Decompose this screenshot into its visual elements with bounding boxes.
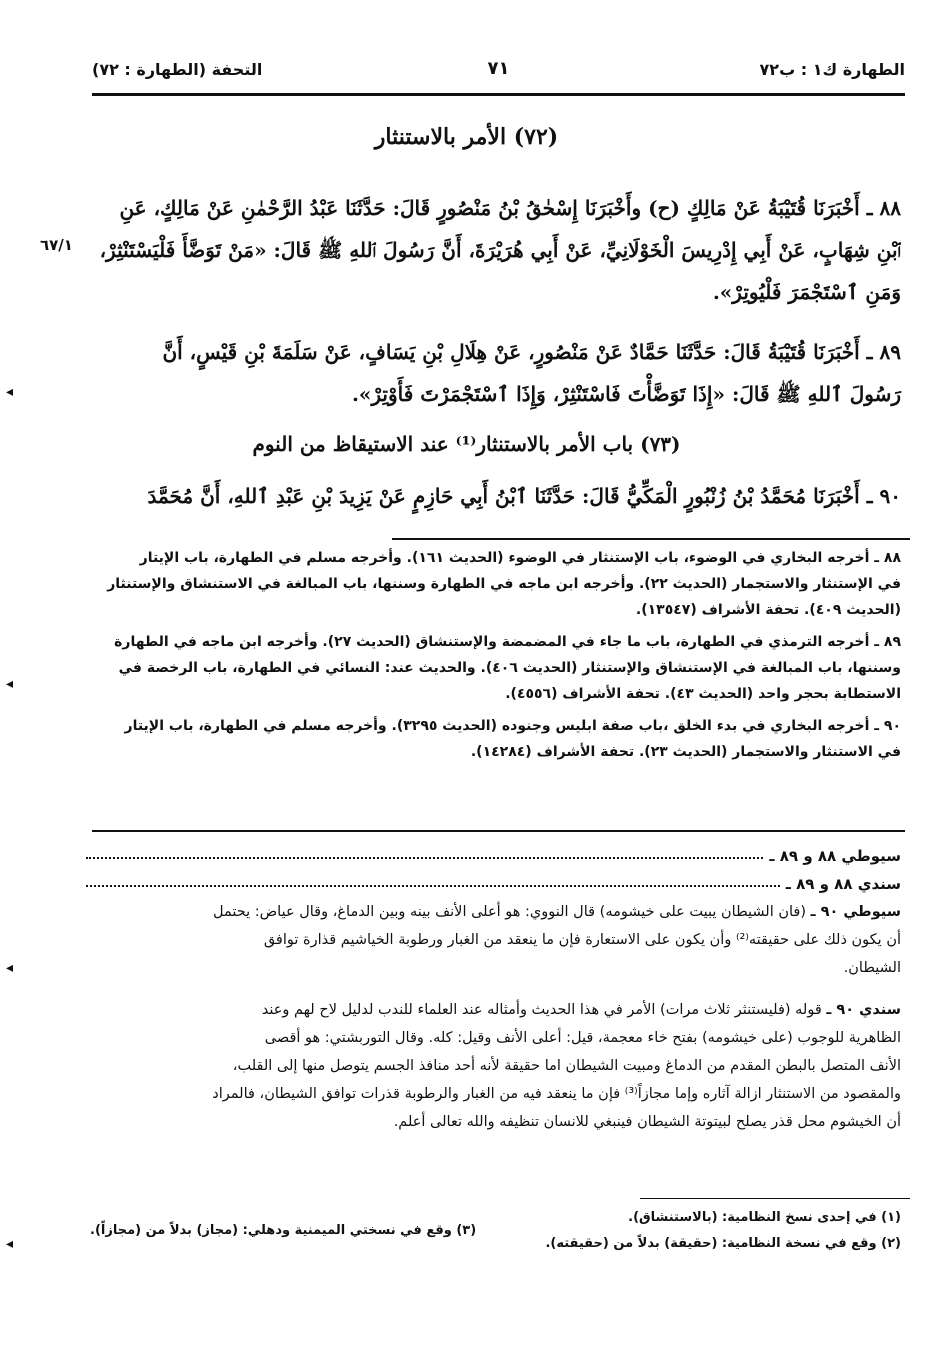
hadith-89-line-1: ٨٩ ـ أَخْبَرَنَا قُتَيْبَةُ قَالَ: حَدَّثَنَا حَمَّادٌ عَنْ مَنْصُورٍ، عَنْ هِلَالِ بْنِ يَسَافٍ، عَنْ سَلَمَةَ بْنِ قَيْسٍ، أَنَّ	[162, 340, 901, 364]
suyuti-88-89-label: سيوطي ٨٨ و ٨٩ ـ	[769, 847, 901, 865]
suyuti-90-line-3: الشيطان.	[843, 960, 901, 976]
sindi-90-line-1: قوله (فليستنثر ثلاث مرات) الأمر في هذا الحديث وأمثاله عند العلماء للندب لدليل لاح لهم وعند	[261, 1002, 822, 1018]
footnote-1: (١) في إحدى نسخ النظامية: (بالاستنشاق).	[628, 1210, 901, 1225]
takhrij-89-line-2: وسننها، باب المبالغة في الإستنشاق والإستنثار (الحديث ٤٠٦). والحديث عند: النسائي في الطهارة، باب الرخصة في	[118, 660, 901, 676]
sindi-90-line-3: الأنف المتصل بالبطن المقدم من الدماغ ومبيت الشيطان اما حقيقة لأنه أحد منافذ الجسم يتوصل منها إلى القلب،	[232, 1058, 901, 1074]
hadith-88-line-3: وَمَنِ ٱسْتَجْمَرَ فَلْيُوتِرْ».	[712, 280, 901, 304]
sindi-90	[86, 996, 901, 1136]
footnote-rule	[640, 1198, 910, 1199]
chapter-72-title: (٧٢) الأمر بالاستنثار	[374, 124, 559, 150]
suyuti-90-line-1: (فان الشيطان يبيت على خيشومه) قال النووي: هو أعلى الأنف بينه وبين الدماغ، وقال عياض: يحتمل	[213, 904, 807, 920]
header-right: الطهارة ك١ : ب٧٢	[759, 60, 905, 79]
takhrij-90-line-2: في الاستنثار والاستجمار (الحديث ٢٣). تحفة الأشراف (١٤٢٨٤).	[470, 744, 901, 760]
hadith-88-line-2: ٱبْنِ شِهَابٍ، عَنْ أَبِي إِدْرِيسَ الْخَوْلَانِيِّ، عَنْ أَبِي هُرَيْرَةَ، أَنَّ رَسُولَ ٱللهِ ﷺ قَالَ: «مَنْ تَوَضَّأَ فَلْيَسْتَنْثِرْ،	[99, 238, 901, 262]
margin-bullet-icon: ◂	[6, 960, 14, 976]
header-left: التحفة (الطهارة : ٧٢)	[92, 60, 263, 79]
hadith-89-line-2: رَسُولَ ٱللهِ ﷺ قَالَ: «إِذَا تَوَضَّأْتَ فَاسْتَنْثِرْ، وَإِذَا ٱسْتَجْمَرْتَ فَأَوْتِرْ».	[351, 382, 901, 406]
header-rule	[92, 93, 905, 96]
hadith-88-line-1: ٨٨ ـ أَخْبَرَنَا قُتَيْبَةُ عَنْ مَالِكٍ (ح) وأَخْبَرَنَا إِسْحٰقُ بْنُ مَنْصُورٍ قَالَ: حَدَّثَنَا عَبْدُ الرَّحْمٰنِ عَنْ مَالِكٍ، عَنِ	[119, 196, 901, 220]
sindi-88-89	[86, 870, 901, 898]
footnote-2: (٢) وقع في نسخة النظامية: (حقيقة) بدلاً من (حقيقته).	[545, 1236, 901, 1251]
suyuti-90	[86, 898, 901, 982]
takhrij-89-line-3: الاستطابة بحجر واحد (الحديث ٤٣). تحفة الأشراف (٤٥٥٦).	[505, 686, 901, 702]
takhrij-88-line-3: (الحديث ٤٠٩). تحفة الأشراف (١٣٥٤٧).	[635, 602, 901, 618]
takhrij-89	[86, 629, 901, 707]
sindi-90-line-4: والمقصود من الاستنثار ازالة آثاره وإما مجازاً⁽³⁾ فإن ما ينعقد فيه من الغبار والرطوبة قذرات توافق الشيطان، فالمراد	[212, 1086, 901, 1102]
hadith-90	[86, 475, 901, 517]
page-number: ٧١	[487, 58, 510, 79]
margin-bullet-icon: ◂	[6, 1236, 14, 1252]
suyuti-90-head: سيوطي ٩٠ ـ	[810, 904, 901, 920]
sindi-90-line-5: أن الخيشوم محل قذر يصلح لبيتوتة الشيطان فينبغي للانسان تنظيفه والله تعالى أعلم.	[393, 1114, 901, 1130]
sindi-88-89-label: سندي ٨٨ و ٨٩ ـ	[785, 875, 901, 893]
takhrij-90-line-1: ٩٠ ـ أخرجه البخاري في بدء الخلق ،باب صفة ابليس وجنوده (الحديث ٣٢٩٥). وأخرجه مسلم في الطهارة، باب الإيتار	[124, 718, 901, 734]
sindi-90-head: سندي ٩٠ ـ	[826, 1002, 901, 1018]
takhrij-88	[86, 545, 901, 623]
takhrij-notes	[86, 545, 901, 771]
hadith-89	[86, 331, 901, 415]
takhrij-rule	[392, 538, 910, 540]
running-header	[92, 52, 905, 86]
takhrij-88-line-2: في الإستنثار والاستجمار (الحديث ٢٢). وأخرجه ابن ماجه في الطهارة وسننها، باب المبالغة في الاستنشاق والإستنثار	[107, 576, 901, 592]
dotted-leader	[86, 857, 763, 859]
suyuti-88-89	[86, 842, 901, 870]
margin-bullet-icon: ◂	[6, 676, 14, 692]
sindi-90-line-2: الظاهرية للوجوب (على خيشومه) بفتح خاء معجمة، قيل: أعلى الأنف وقيل: كله. وقال التوربشتي: هو أقصى	[264, 1030, 901, 1046]
hadith-90-line-1: ٩٠ ـ أَخْبَرَنَا مُحَمَّدُ بْنُ زُنْبُورٍ الْمَكِّيُّ قَالَ: حَدَّثَنَا ٱبْنُ أَبِي حَازِمٍ عَنْ يَزِيدَ بْنِ عَبْدِ ٱللهِ، أَنَّ مُحَمَّدَ	[147, 484, 901, 508]
takhrij-88-line-1: ٨٨ ـ أخرجه البخاري في الوضوء، باب الإستنثار في الوضوء (الحديث ١٦١). وأخرجه مسلم في الطهارة، باب الإيتار	[139, 550, 901, 566]
margin-reference: ٦٧/١	[40, 236, 73, 254]
margin-bullet-icon: ◂	[6, 384, 14, 400]
dotted-leader	[86, 885, 780, 887]
suyuti-90-line-2: أن يكون ذلك على حقيقته⁽²⁾ وأن يكون على الاستعارة فإن ما ينعقد من الغبار ورطوبة الخياشيم قذارة توافق	[263, 932, 901, 948]
commentary-rule	[92, 830, 905, 832]
takhrij-89-line-1: ٨٩ ـ أخرجه الترمذي في الطهارة، باب ما جاء في المضمضة والإستنشاق (الحديث ٢٧). وأخرجه ابن ماجه في الطهارة	[114, 634, 901, 650]
commentary	[86, 842, 901, 1136]
takhrij-90	[86, 713, 901, 765]
hadith-88	[86, 187, 901, 313]
footnote-3: (٣) وقع في نسختي الميمنية ودهلي: (مجاز) بدلاً من (مجازاً).	[90, 1223, 477, 1238]
chapter-73-title: (٧٣) باب الأمر بالاستنثار⁽¹⁾ عند الاستيقاظ من النوم	[252, 432, 681, 456]
